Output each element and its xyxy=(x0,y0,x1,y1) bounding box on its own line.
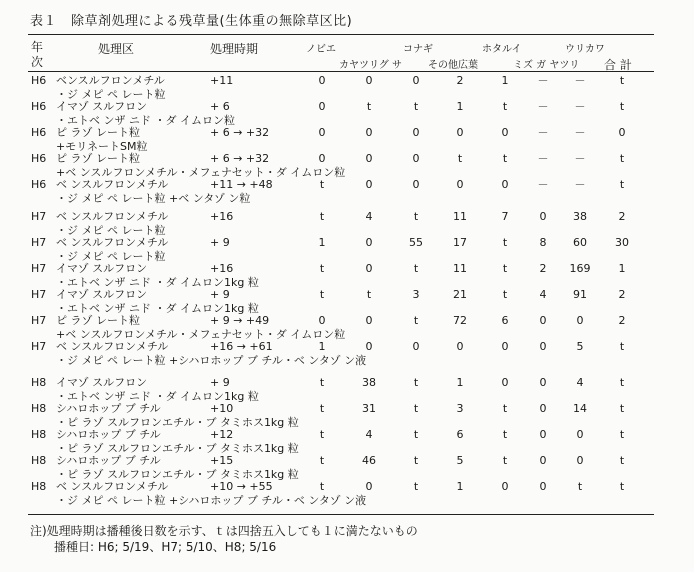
row-treatment-line1: ベ ンスルフロンメチル xyxy=(56,210,169,223)
row-timing: + 6 → +32 xyxy=(210,126,270,139)
row-value: 5 xyxy=(456,454,464,467)
row-value: 1 xyxy=(318,340,326,353)
row-timing: + 9 xyxy=(210,236,230,249)
bottom-rule xyxy=(28,514,654,515)
row-value: 1 xyxy=(456,376,464,389)
row-treatment-line2: ・ジ メピ ペ レート粒 xyxy=(56,250,166,263)
row-year: H8 xyxy=(31,402,47,415)
row-value: 0 xyxy=(365,74,373,87)
row-value: t xyxy=(619,152,625,165)
header-sonota: その他広葉 xyxy=(428,60,478,71)
row-year: H6 xyxy=(31,74,47,87)
row-value: t xyxy=(319,428,325,441)
header-treatment: 処理区 xyxy=(98,42,135,56)
row-treatment-line1: イマゾ スルフロン xyxy=(56,288,148,301)
row-value: t xyxy=(577,480,583,493)
table-row xyxy=(0,288,694,316)
header-year-bottom: 次 xyxy=(31,55,44,69)
row-value: 1 xyxy=(618,262,626,275)
row-timing: + 9 xyxy=(210,288,230,301)
row-value: t xyxy=(413,262,419,275)
row-value: 14 xyxy=(573,402,587,415)
row-value: － xyxy=(537,74,549,87)
row-year: H7 xyxy=(31,262,47,275)
row-treatment-line1: シハロホップ ブ チル xyxy=(56,454,161,467)
row-value: t xyxy=(457,152,463,165)
table-row xyxy=(0,210,694,238)
row-value: 0 xyxy=(501,178,509,191)
row-treatment-line2: ・ジ メピ ペ レート粒 +シハロホップ ブ チル・ベ ンタゾ ン液 xyxy=(56,494,367,507)
header-rule xyxy=(28,71,654,72)
row-value: t xyxy=(366,100,372,113)
row-value: t xyxy=(619,74,625,87)
row-value: t xyxy=(619,340,625,353)
footnote-line-1: 注)処理時期は播種後日数を示す、ｔは四捨五入しても１に満たないもの xyxy=(30,524,418,538)
row-value: 0 xyxy=(412,178,420,191)
row-treatment-line2: +モリネートSM粒 xyxy=(56,140,148,153)
row-value: t xyxy=(319,480,325,493)
row-value: 0 xyxy=(576,428,584,441)
row-value: t xyxy=(619,376,625,389)
table-row xyxy=(0,262,694,290)
row-value: 0 xyxy=(365,178,373,191)
row-treatment-line2: +ベ ンスルフロンメチル・メフェナセット・ダ イムロン粒 xyxy=(56,166,346,179)
row-value: 38 xyxy=(362,376,376,389)
table-title xyxy=(30,10,352,29)
row-value: t xyxy=(502,428,508,441)
row-treatment-line2: ・エトベ ンザ ニド ・ダ イムロン1kg 粒 xyxy=(56,276,259,289)
row-value: 2 xyxy=(539,262,547,275)
row-value: 0 xyxy=(412,74,420,87)
row-value: 0 xyxy=(539,210,547,223)
row-value: － xyxy=(574,126,586,139)
row-value: 0 xyxy=(365,152,373,165)
row-value: 1 xyxy=(318,236,326,249)
table-row xyxy=(0,428,694,456)
row-year: H6 xyxy=(31,152,47,165)
header-year-top: 年 xyxy=(31,40,44,54)
row-timing: +16 → +61 xyxy=(210,340,273,353)
table-row xyxy=(0,402,694,430)
table-row xyxy=(0,454,694,482)
row-treatment-line1: ピ ラゾ レート粒 xyxy=(56,126,140,139)
row-value: 0 xyxy=(618,126,626,139)
row-value: 6 xyxy=(456,428,464,441)
row-treatment-line1: シハロホップ ブ チル xyxy=(56,402,161,415)
row-treatment-line2: +ベ ンスルフロンメチル・メフェナセット・ダ イムロン粒 xyxy=(56,328,346,341)
table-row xyxy=(0,340,694,368)
row-value: 0 xyxy=(365,314,373,327)
row-value: 7 xyxy=(501,210,509,223)
row-timing: +16 xyxy=(210,262,234,275)
row-value: t xyxy=(502,100,508,113)
row-treatment-line1: イマゾ スルフロン xyxy=(56,262,148,275)
row-value: 6 xyxy=(501,314,509,327)
row-year: H6 xyxy=(31,100,47,113)
row-value: 1 xyxy=(501,74,509,87)
row-value: t xyxy=(619,178,625,191)
row-value: 2 xyxy=(618,314,626,327)
row-value: 0 xyxy=(501,376,509,389)
header-urikawa: ウリカワ xyxy=(565,44,605,55)
row-year: H8 xyxy=(31,376,47,389)
row-treatment-line2: ・ジ メピ ペ レート粒 +ベ ンタゾ ン粒 xyxy=(56,192,251,205)
row-timing: + 9 xyxy=(210,376,230,389)
row-value: t xyxy=(413,402,419,415)
table-label: 表１ xyxy=(30,14,58,29)
row-value: 38 xyxy=(573,210,587,223)
row-value: t xyxy=(319,454,325,467)
row-value: 4 xyxy=(365,210,373,223)
row-value: 0 xyxy=(501,480,509,493)
row-year: H7 xyxy=(31,288,47,301)
row-value: 0 xyxy=(412,152,420,165)
row-value: t xyxy=(319,402,325,415)
row-treatment-line1: ベ ンスルフロンメチル xyxy=(56,178,169,191)
row-treatment-line2: ・ジ メピ ペ レート粒 xyxy=(56,88,166,101)
row-treatment-line2: ・ジ メピ ペ レート粒 xyxy=(56,224,166,237)
row-value: 0 xyxy=(501,126,509,139)
row-value: t xyxy=(413,428,419,441)
row-value: 2 xyxy=(618,288,626,301)
row-year: H8 xyxy=(31,428,47,441)
row-value: 4 xyxy=(539,288,547,301)
row-value: 0 xyxy=(576,454,584,467)
table-row xyxy=(0,152,694,180)
header-total: 合 計 xyxy=(604,58,632,72)
table-row xyxy=(0,178,694,206)
table-row xyxy=(0,314,694,342)
row-value: 0 xyxy=(539,428,547,441)
row-value: 0 xyxy=(412,340,420,353)
row-value: － xyxy=(574,178,586,191)
row-value: 11 xyxy=(453,210,467,223)
row-value: t xyxy=(319,376,325,389)
row-value: 21 xyxy=(453,288,467,301)
row-treatment-line2: ・エトベ ンザ ニド ・ダ イムロン粒 xyxy=(56,114,235,127)
row-value: 0 xyxy=(318,100,326,113)
row-treatment-line2: ・エトベ ンザ ニド ・ダ イムロン1kg 粒 xyxy=(56,390,259,403)
row-value: t xyxy=(319,210,325,223)
row-value: 0 xyxy=(456,178,464,191)
row-treatment-line2: ・エトベ ンザ ニド ・ダ イムロン1kg 粒 xyxy=(56,302,259,315)
row-treatment-line1: ベ ンスルフロンメチル xyxy=(56,480,169,493)
row-value: 0 xyxy=(456,340,464,353)
row-value: 8 xyxy=(539,236,547,249)
row-value: t xyxy=(413,210,419,223)
row-value: 0 xyxy=(501,340,509,353)
row-value: t xyxy=(502,152,508,165)
row-value: － xyxy=(574,100,586,113)
row-value: 2 xyxy=(618,210,626,223)
header-timing: 処理時期 xyxy=(210,42,259,56)
row-value: 5 xyxy=(576,340,584,353)
row-value: 0 xyxy=(539,340,547,353)
row-value: t xyxy=(319,288,325,301)
row-treatment-line2: ・ピ ラゾ スルフロンエチル・ブ タミホス1kg 粒 xyxy=(56,468,299,481)
row-value: － xyxy=(574,152,586,165)
row-value: t xyxy=(413,480,419,493)
row-timing: + 6 xyxy=(210,100,230,113)
row-value: － xyxy=(537,178,549,191)
row-value: t xyxy=(619,402,625,415)
row-value: 3 xyxy=(412,288,420,301)
row-value: 0 xyxy=(318,152,326,165)
row-value: t xyxy=(619,480,625,493)
row-value: t xyxy=(619,428,625,441)
row-value: 3 xyxy=(456,402,464,415)
row-value: 72 xyxy=(453,314,467,327)
row-value: t xyxy=(502,288,508,301)
row-year: H7 xyxy=(31,340,47,353)
header-nobie: ノビエ xyxy=(306,44,336,55)
row-value: 0 xyxy=(539,480,547,493)
row-value: 91 xyxy=(573,288,587,301)
row-value: t xyxy=(413,376,419,389)
table-caption: 除草剤処理による残草量(生体重の無除草区比) xyxy=(71,14,353,29)
table-row xyxy=(0,74,694,102)
row-value: 55 xyxy=(409,236,423,249)
row-timing: +10 → +55 xyxy=(210,480,273,493)
row-year: H6 xyxy=(31,126,47,139)
row-timing: +16 xyxy=(210,210,234,223)
row-value: t xyxy=(413,314,419,327)
row-treatment-line1: ベ ンスルフロンメチル xyxy=(56,340,169,353)
row-timing: +10 xyxy=(210,402,234,415)
table-row xyxy=(0,376,694,404)
row-value: 0 xyxy=(365,236,373,249)
row-value: 31 xyxy=(362,402,376,415)
row-year: H7 xyxy=(31,314,47,327)
row-value: 0 xyxy=(539,454,547,467)
table-row xyxy=(0,100,694,128)
row-value: 2 xyxy=(456,74,464,87)
header-kayatsurigusa: カヤツリグ サ xyxy=(339,60,402,71)
row-treatment-line2: ・ジ メピ ペ レート粒 +シハロホップ ブ チル・ベ ンタゾ ン液 xyxy=(56,354,367,367)
table-row xyxy=(0,236,694,264)
row-year: H8 xyxy=(31,480,47,493)
header-konagi: コナギ xyxy=(403,44,433,55)
row-value: 11 xyxy=(453,262,467,275)
row-treatment-line2: ・ピ ラゾ スルフロンエチル・ブ タミホス1kg 粒 xyxy=(56,416,299,429)
row-value: 0 xyxy=(318,126,326,139)
row-value: 0 xyxy=(365,262,373,275)
row-value: 0 xyxy=(539,314,547,327)
row-value: t xyxy=(619,100,625,113)
row-value: t xyxy=(502,454,508,467)
row-timing: +11 → +48 xyxy=(210,178,273,191)
row-value: 0 xyxy=(318,74,326,87)
row-timing: +11 xyxy=(210,74,234,87)
row-year: H7 xyxy=(31,210,47,223)
row-value: t xyxy=(319,178,325,191)
row-value: 0 xyxy=(412,126,420,139)
row-value: 4 xyxy=(365,428,373,441)
row-timing: + 9 → +49 xyxy=(210,314,270,327)
table-row xyxy=(0,126,694,154)
row-treatment-line1: イマゾ スルフロン xyxy=(56,100,148,113)
row-treatment-line1: ピ ラゾ レート粒 xyxy=(56,314,140,327)
row-value: 0 xyxy=(539,402,547,415)
row-treatment-line1: シハロホップ ブ チル xyxy=(56,428,161,441)
header-mizugayatsuri: ミズ ガ ヤツリ xyxy=(513,60,580,71)
row-treatment-line1: ベンスルフロンメチル xyxy=(56,74,165,87)
row-value: t xyxy=(413,454,419,467)
row-value: t xyxy=(502,402,508,415)
row-value: 1 xyxy=(456,480,464,493)
row-value: 0 xyxy=(365,480,373,493)
header-hotarui: ホタルイ xyxy=(482,44,522,55)
row-year: H8 xyxy=(31,454,47,467)
row-value: － xyxy=(537,126,549,139)
row-value: 0 xyxy=(318,314,326,327)
row-value: 60 xyxy=(573,236,587,249)
row-treatment-line1: ベ ンスルフロンメチル xyxy=(56,236,169,249)
row-value: － xyxy=(537,100,549,113)
table-row xyxy=(0,480,694,508)
row-value: t xyxy=(619,454,625,467)
row-value: t xyxy=(502,262,508,275)
row-timing: +15 xyxy=(210,454,234,467)
row-year: H6 xyxy=(31,178,47,191)
row-value: 0 xyxy=(365,340,373,353)
row-timing: + 6 → +32 xyxy=(210,152,270,165)
row-value: 17 xyxy=(453,236,467,249)
row-treatment-line1: イマゾ スルフロン xyxy=(56,376,148,389)
row-value: t xyxy=(319,262,325,275)
row-value: t xyxy=(502,236,508,249)
row-value: 169 xyxy=(569,262,591,275)
row-value: 0 xyxy=(456,126,464,139)
row-value: 0 xyxy=(539,376,547,389)
row-value: － xyxy=(537,152,549,165)
row-value: t xyxy=(366,288,372,301)
row-value: 30 xyxy=(615,236,629,249)
row-treatment-line1: ピ ラゾ レート粒 xyxy=(56,152,140,165)
row-value: 1 xyxy=(456,100,464,113)
row-timing: +12 xyxy=(210,428,234,441)
row-value: 4 xyxy=(576,376,584,389)
row-value: 0 xyxy=(365,126,373,139)
row-value: － xyxy=(574,74,586,87)
row-year: H7 xyxy=(31,236,47,249)
top-rule xyxy=(28,34,654,35)
row-value: 46 xyxy=(362,454,376,467)
row-value: 0 xyxy=(576,314,584,327)
footnote-line-2: 播種日: H6; 5/19、H7; 5/10、H8; 5/16 xyxy=(54,540,277,554)
row-treatment-line2: ・ピ ラゾ スルフロンエチル・ブ タミホス1kg 粒 xyxy=(56,442,299,455)
row-value: t xyxy=(413,100,419,113)
